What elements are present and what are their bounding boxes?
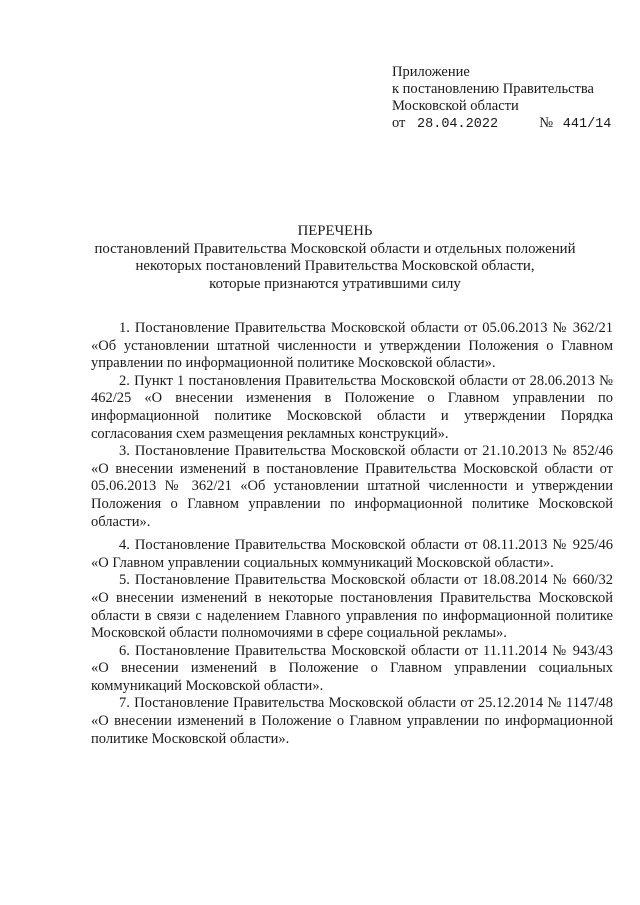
list-item: 5. Постановление Правительства Московской области от 18.08.2014 № 660/32 «О внесении изменений в некоторые постановления Правительства Московской области в связи с наделением Главного управления по информационной политике Московской области полномочиями в сфере социальной рекламы».	[91, 572, 613, 642]
annex-date: 28.04.2022	[417, 117, 499, 132]
title-line-2: некоторых постановлений Правительства Московской области,	[135, 258, 535, 275]
document-body	[91, 320, 613, 748]
annex-reference: к постановлению Правительства	[392, 81, 594, 97]
annex-header	[392, 64, 632, 133]
annex-number: 441/14	[562, 117, 612, 132]
list-item: 1. Постановление Правительства Московской области от 05.06.2013 № 362/21 «Об установлении штатной численности и утверждении Положения о Главном управлении по информационной политике Московской области».	[91, 320, 613, 372]
title-heading: ПЕРЕЧЕНЬ	[297, 223, 373, 239]
list-item: 7. Постановление Правительства Московской области от 25.12.2014 № 1147/48 «О внесении изменений в Положение о Главном управлении по информационной политике Московской области».	[91, 695, 613, 747]
annex-title: Приложение	[392, 64, 470, 80]
document-title	[40, 223, 630, 293]
annex-number-label: №	[539, 115, 554, 131]
list-item: 3. Постановление Правительства Московской области от 21.10.2013 № 852/46 «О внесении изменений в постановление Правительства Московской области от 05.06.2013 № 362/21 «Об установлении штатной численности и утверждении Положения о Главном управлении по информационной политике Московской области».	[91, 443, 613, 530]
list-item: 6. Постановление Правительства Московской области от 11.11.2014 № 943/43 «О внесении изменений в Положение о Главном управлении социальных коммуникаций Московской области».	[91, 642, 613, 694]
annex-from-label: от	[392, 115, 406, 131]
list-item: 2. Пункт 1 постановления Правительства Московской области от 28.06.2013 № 462/25 «О внесении изменения в Положение о Главном управлении по информационной политике Московской области и утверждении Порядка согласования схем размещения рекламных конструкций».	[91, 372, 613, 442]
list-item: 4. Постановление Правительства Московской области от 08.11.2013 № 925/46 «О Главном управлении социальных коммуникаций Московской области».	[91, 537, 613, 571]
title-line-1: постановлений Правительства Московской области и отдельных положений	[94, 240, 576, 257]
title-line-3: которые признаются утратившими силу	[209, 275, 461, 292]
annex-date-number	[392, 115, 632, 133]
annex-region: Московской области	[392, 98, 519, 114]
